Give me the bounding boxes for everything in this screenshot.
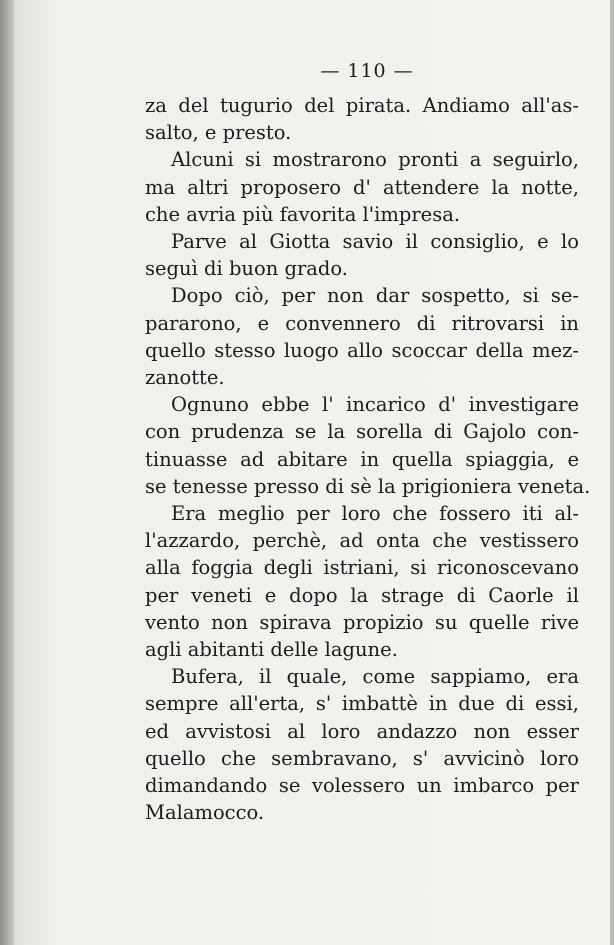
text-line: Era meglio per loro che fossero iti al- [171,502,579,526]
text-line: con prudenza se la sorella di Gajolo con- [145,420,579,444]
page-number: — 110 — [320,60,414,82]
text-line: Parve al Giotta savio il consiglio, e lo [171,230,579,254]
text-line: per veneti e dopo la strage di Caorle il [145,583,579,607]
body-text [145,92,591,826]
text-line: Ognuno ebbe l' incarico d' investigare [171,393,579,417]
text-line: sempre all'erta, s' imbattè in due di essi, [145,692,579,716]
text-line: za del tugurio del pirata. Andiamo all'as- [145,94,579,117]
binding-edge [0,0,14,945]
text-line: ma altri proposero d' attendere la notte, [145,175,579,199]
text-line: zanotte. [145,366,225,390]
text-line: quello stesso luogo allo scoccar della mez- [145,338,579,362]
text-line: vento non spirava propizio su quelle rive [145,610,579,634]
text-line: tinuasse ad abitare in quella spiaggia, e [145,447,579,471]
page-edge [610,0,614,945]
text-line: dimandando se volessero un imbarco per [145,774,579,798]
text-line: Bufera, il quale, come sappiamo, era [171,665,579,689]
text-line: agli abitanti delle lagune. [145,638,398,662]
text-line: se tenesse presso di sè la prigioniera veneta. [145,474,591,498]
text-line: che avria più favorita l'impresa. [145,202,461,226]
text-line: alla foggia degli istriani, si riconoscevano [145,556,579,580]
text-line: seguì di buon grado. [145,257,348,281]
text-line: pararono, e convennero di ritrovarsi in [145,311,579,335]
text-line: quello che sembravano, s' avvicinò loro [145,746,579,770]
text-line: salto, e presto. [145,121,292,145]
text-line: Dopo ciò, per non dar sospetto, si se- [171,284,579,308]
text-line: Alcuni si mostrarono pronti a seguirlo, [171,148,579,172]
text-line: ed avvistosi al loro andazzo non esser [145,719,579,743]
text-line: Malamocco. [145,801,265,825]
text-line: l'azzardo, perchè, ad onta che vestissero [145,529,579,553]
